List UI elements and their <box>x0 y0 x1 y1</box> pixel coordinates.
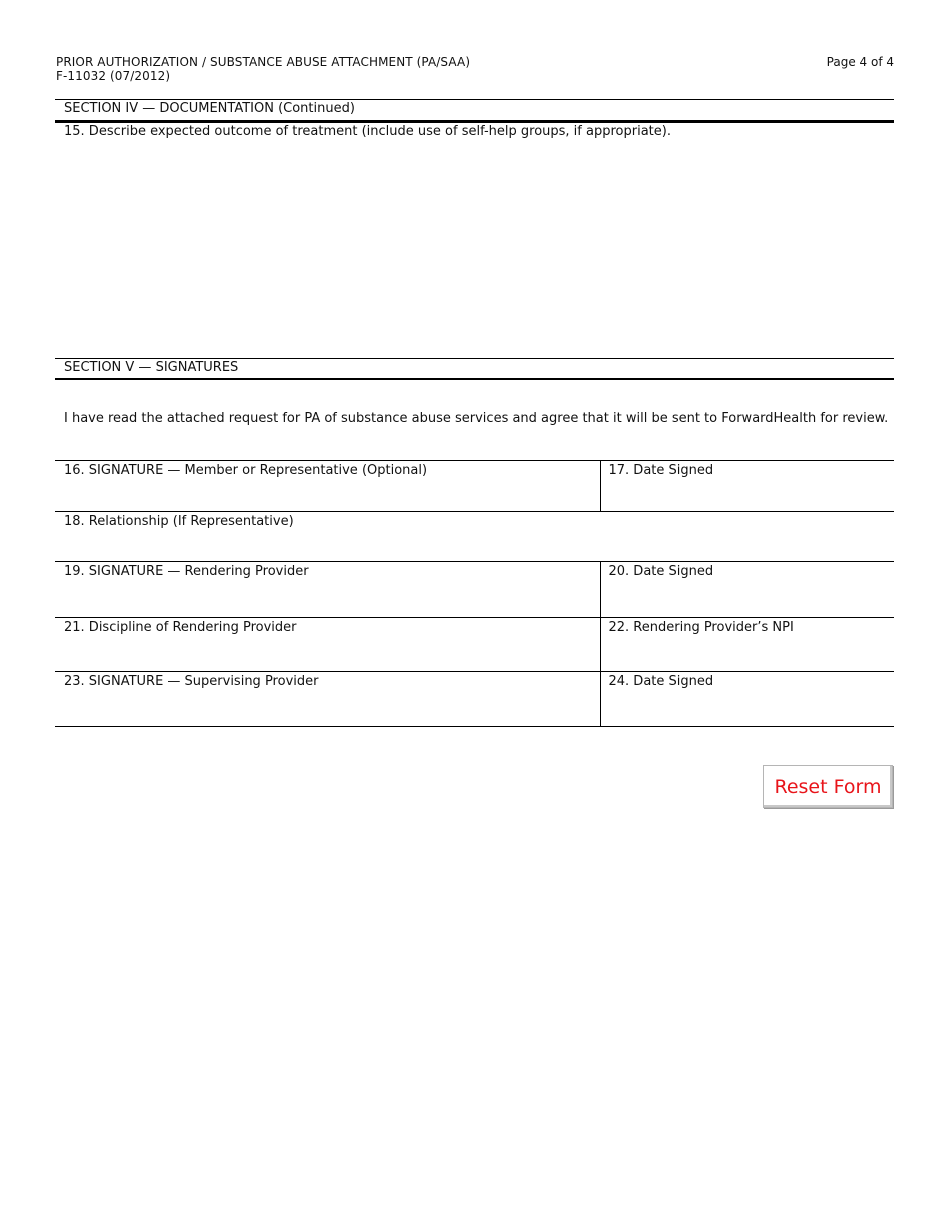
page-number: Page 4 of 4 <box>826 55 894 69</box>
member-date-signed-field[interactable] <box>600 461 894 512</box>
signature-statement: I have read the attached request for PA of substance abuse services and agree that it will be sent to ForwardHealth for review. <box>64 411 889 426</box>
rendering-date-signed-field[interactable] <box>600 562 894 618</box>
signatures-table <box>55 460 894 727</box>
q15-expected-outcome-field[interactable]: 15. Describe expected outcome of treatment (include use of self-help groups, if appropriate). <box>64 124 671 139</box>
relationship-label: 18. Relationship (If Representative) <box>64 514 294 529</box>
rendering-npi-field[interactable] <box>600 618 894 672</box>
section-iv-header: SECTION IV — DOCUMENTATION (Continued) <box>55 99 894 123</box>
form-number: F-11032 (07/2012) <box>56 69 171 83</box>
rendering-provider-signature-label: 19. SIGNATURE — Rendering Provider <box>64 564 309 579</box>
discipline-label: 21. Discipline of Rendering Provider <box>64 620 297 635</box>
form-header <box>56 55 470 83</box>
relationship-field[interactable] <box>55 512 894 562</box>
discipline-field[interactable] <box>55 618 600 672</box>
supervising-provider-signature-field[interactable] <box>55 672 600 727</box>
section-v-header: SECTION V — SIGNATURES <box>55 358 894 380</box>
rendering-provider-signature-field[interactable] <box>55 562 600 618</box>
member-signature-label: 16. SIGNATURE — Member or Representative (Optional) <box>64 463 428 478</box>
reset-form-button[interactable]: Reset Form <box>763 765 893 808</box>
supervising-date-signed-field[interactable] <box>600 672 894 727</box>
member-signature-field[interactable] <box>55 461 600 512</box>
supervising-provider-signature-label: 23. SIGNATURE — Supervising Provider <box>64 674 319 689</box>
member-date-signed-label: 17. Date Signed <box>608 463 714 478</box>
rendering-date-signed-label: 20. Date Signed <box>608 564 714 579</box>
rendering-npi-label: 22. Rendering Provider’s NPI <box>608 620 794 635</box>
supervising-date-signed-label: 24. Date Signed <box>608 674 714 689</box>
form-title: PRIOR AUTHORIZATION / SUBSTANCE ABUSE ATTACHMENT (PA/SAA) <box>56 55 471 69</box>
